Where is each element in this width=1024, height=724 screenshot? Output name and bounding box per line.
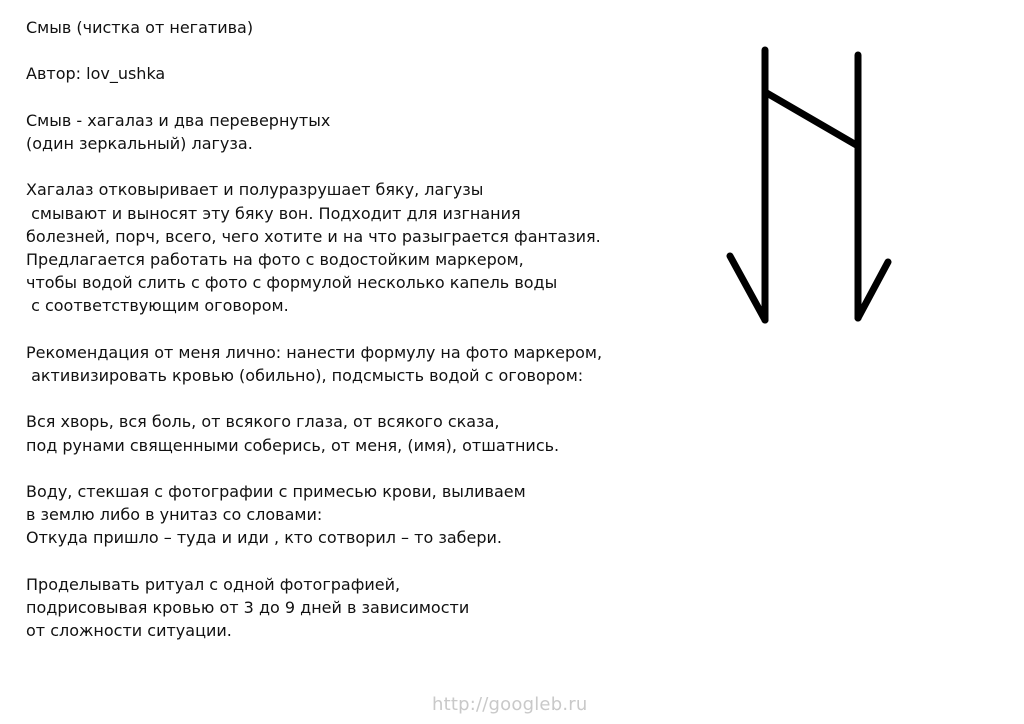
paragraph-line: болезней, порч, всего, чего хотите и на что разыграется фантазия. xyxy=(26,226,601,246)
paragraph-duration xyxy=(26,573,706,643)
watermark-url: http://googleb.ru xyxy=(432,694,588,715)
document-author: Автор: lov_ushka xyxy=(26,64,166,84)
paragraph-line: смывают и выносят эту бяку вон. Подходит для изгнания xyxy=(26,203,521,223)
paragraph-line: Проделывать ритуал с одной фотографией, xyxy=(26,574,401,594)
paragraph-line: подрисовывая кровью от 3 до 9 дней в зависимости xyxy=(26,597,470,617)
paragraph-description xyxy=(26,109,706,155)
paragraph-line: с соответствующим оговором. xyxy=(26,296,289,316)
rune-right-arrow-wing xyxy=(858,262,888,318)
paragraph-line: Откуда пришло – туда и иди , кто сотворил – то забери. xyxy=(26,528,502,548)
paragraph-line: чтобы водой слить с фото с формулой несколько капель воды xyxy=(26,273,558,293)
paragraph-line: Рекомендация от меня лично: нанести формулу на фото маркером, xyxy=(26,342,603,362)
paragraph-line: от сложности ситуации. xyxy=(26,621,232,641)
paragraph-line: Смыв - хагалаз и два перевернутых xyxy=(26,110,331,130)
paragraph-line: под рунами священными соберись, от меня, (имя), отшатнись. xyxy=(26,435,560,455)
paragraph-line: Предлагается работать на фото с водостойким маркером, xyxy=(26,249,524,269)
document-text xyxy=(26,16,706,666)
rune-formula-icon xyxy=(700,30,920,340)
paragraph-recommendation xyxy=(26,341,706,387)
paragraph-line: (один зеркальный) лагуза. xyxy=(26,133,253,153)
paragraph-incantation xyxy=(26,410,706,456)
rune-crossbar xyxy=(765,92,858,146)
paragraph-line: Хагалаз отковыривает и полуразрушает бяку, лагузы xyxy=(26,180,484,200)
paragraph-disposal xyxy=(26,480,706,550)
document-title: Смыв (чистка от негатива) xyxy=(26,18,254,37)
paragraph-line: активизировать кровью (обильно), подсмысть водой с оговором: xyxy=(26,365,584,385)
paragraph-explanation xyxy=(26,178,706,317)
rune-left-arrow-wing xyxy=(730,256,765,320)
paragraph-line: в землю либо в унитаз со словами: xyxy=(26,505,323,525)
paragraph-line: Вся хворь, вся боль, от всякого глаза, от всякого сказа, xyxy=(26,412,500,432)
paragraph-line: Воду, стекшая с фотографии с примесью крови, выливаем xyxy=(26,481,526,501)
